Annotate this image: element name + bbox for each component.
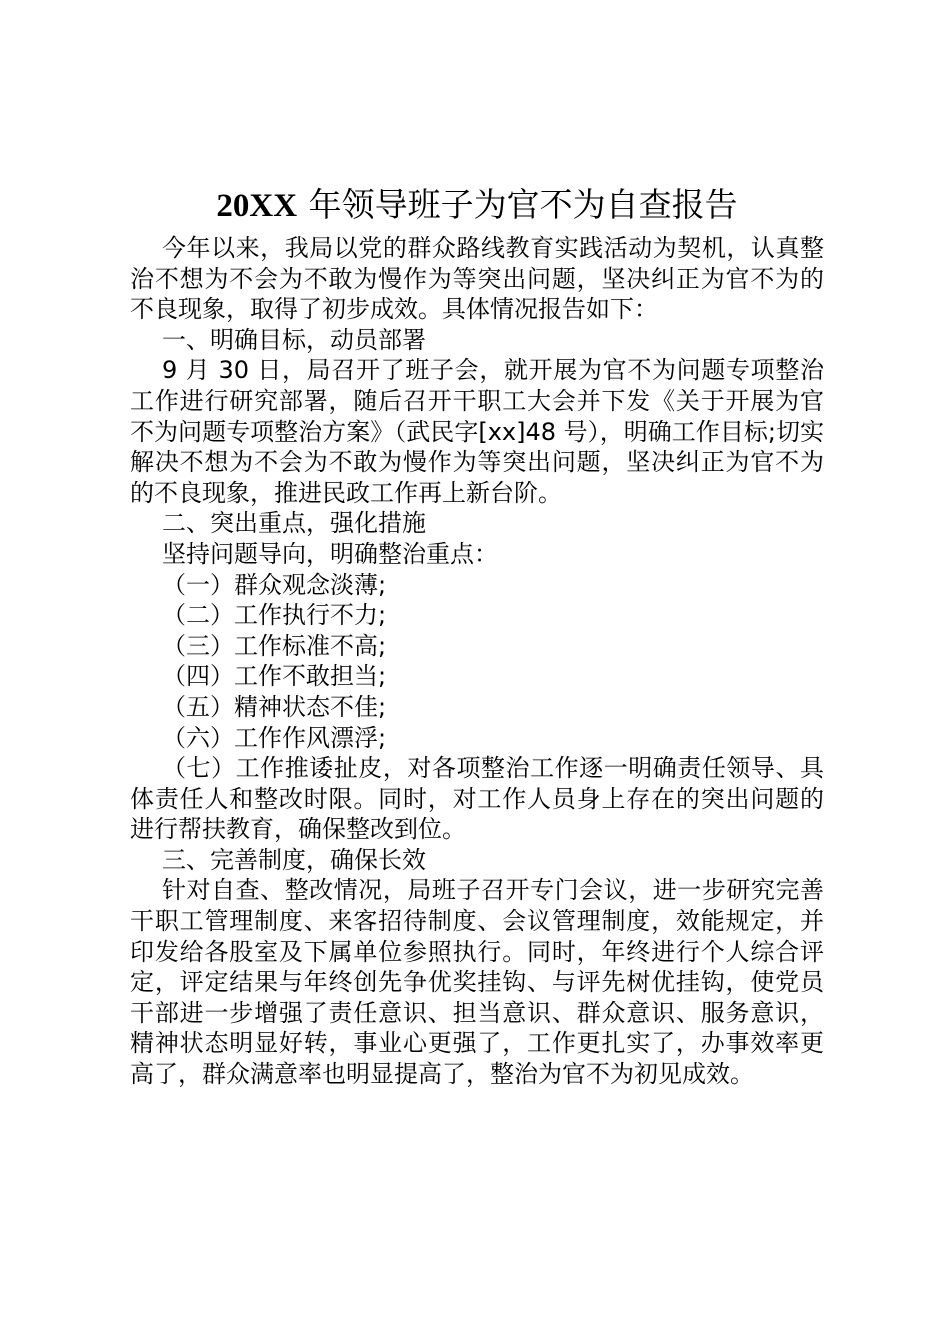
list-item: （六）工作作风漂浮;: [162, 723, 387, 752]
intro-paragraph: 今年以来，我局以党的群众路线教育实践活动为契机，认真整治不想为不会为不敢为慢作为等突出问题，坚决纠正为官不为的不良现象，取得了初步成效。具体情况报告如下：: [130, 234, 824, 324]
title-number: 20XX: [216, 188, 298, 224]
list-item: （四）工作不敢担当;: [162, 662, 387, 691]
document-body: [130, 178, 824, 1090]
document-title: [130, 178, 824, 233]
list-item: （五）精神状态不佳;: [162, 692, 387, 721]
section-2-lead: 坚持问题导向，明确整治重点：: [162, 539, 498, 568]
list-item: （七）工作推诿扯皮，对各项整治工作逐一明确责任领导、具体责任人和整改时限。同时，对工作人员身上存在的突出问题的进行帮扶教育，确保整改到位。: [130, 754, 824, 844]
title-text: 年领导班子为官不为自查报告: [308, 185, 738, 224]
section-1-heading: 一、明确目标，动员部署: [162, 325, 426, 354]
list-item: （三）工作标准不高;: [162, 631, 387, 660]
section-1-body: 9 月 30 日，局召开了班子会，就开展为官不为问题专项整治工作进行研究部署，随后召开干职工大会并下发《关于开展为官不为问题专项整治方案》（武民字[xx]48 号），明确工作目标;切实解决不想为不会为不敢为慢作为等突出问题，坚决纠正为官不为的不良现象，推进民政工作再上新台阶。: [130, 356, 824, 507]
list-item: （二）工作执行不力;: [162, 601, 387, 630]
section-3-body: 针对自查、整改情况，局班子召开专门会议，进一步研究完善干职工管理制度、来客招待制度、会议管理制度，效能规定，并印发给各股室及下属单位参照执行。同时，年终进行个人综合评定，评定结果与年终创先争优奖挂钩、与评先树优挂钩，使党员干部进一步增强了责任意识、担当意识、群众意识、服务意识，精神状态明显好转，事业心更强了，工作更扎实了，办事效率更高了，群众满意率也明显提高了，整治为官不为初见成效。: [130, 876, 824, 1089]
section-2-heading: 二、突出重点，强化措施: [162, 509, 426, 538]
section-3-heading: 三、完善制度，确保长效: [162, 845, 426, 874]
list-item: （一）群众观念淡薄;: [162, 570, 387, 599]
